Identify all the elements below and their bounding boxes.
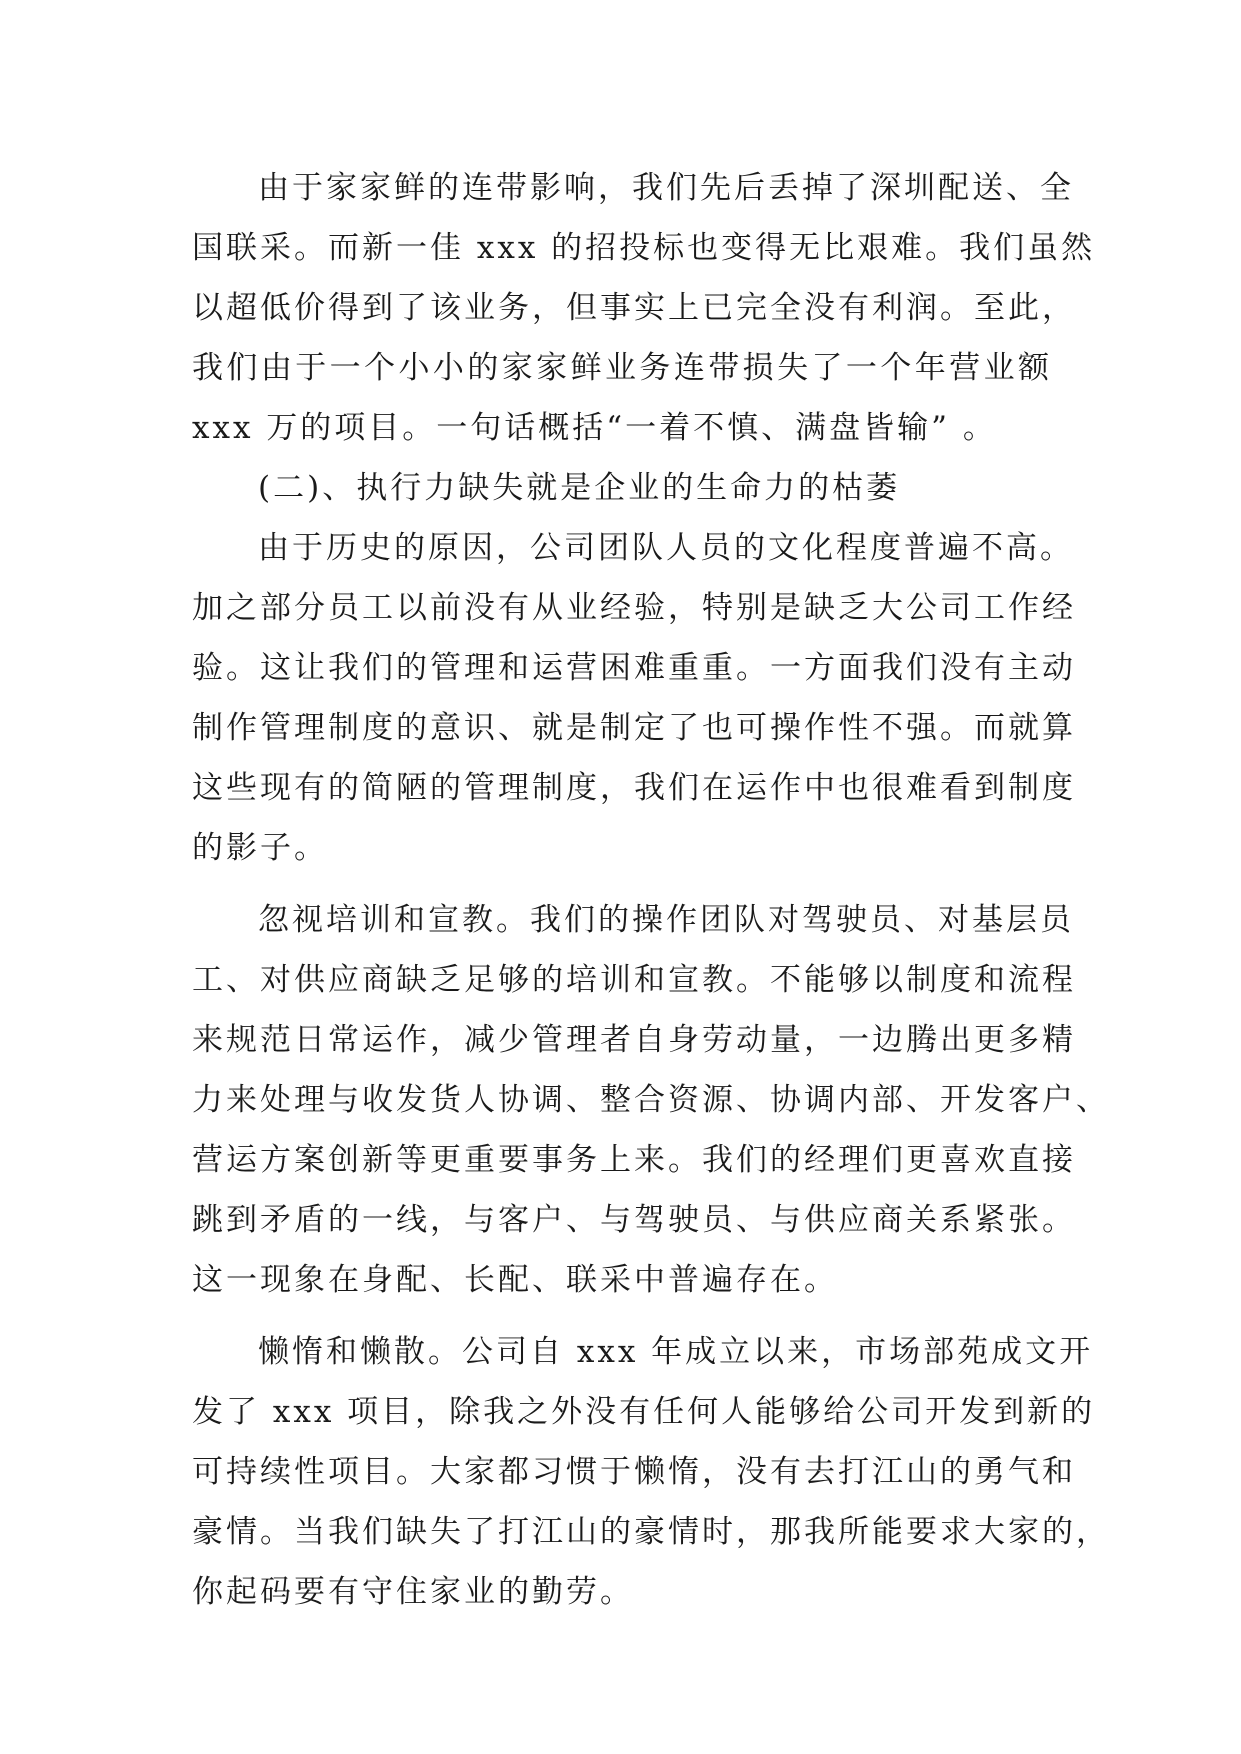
text-line: 的影子。: [192, 830, 328, 866]
section-heading: [192, 458, 1052, 518]
paragraph-spacer: [192, 1310, 1052, 1322]
text-line: 制作管理制度的意识、就是制定了也可操作性不强。而就算: [192, 710, 1076, 746]
text-line: 工、对供应商缺乏足够的培训和宣教。不能够以制度和流程: [192, 962, 1076, 998]
text-line: 来规范日常运作，减少管理者自身劳动量，一边腾出更多精: [192, 1022, 1076, 1058]
text-line: 力来处理与收发货人协调、整合资源、协调内部、开发客户、: [192, 1082, 1110, 1118]
paragraph-2: [192, 518, 1076, 878]
text-line: 发了 xxx 项目，除我之外没有任何人能够给公司开发到新的: [192, 1394, 1096, 1430]
text-line: 验。这让我们的管理和运营困难重重。一方面我们没有主动: [192, 650, 1076, 686]
paragraph-3: [192, 890, 1110, 1310]
text-line: 这一现象在身配、长配、联采中普遍存在。: [192, 1262, 838, 1298]
document-body: [192, 158, 1110, 1622]
text-line: 你起码要有守住家业的勤劳。: [192, 1574, 634, 1610]
text-line: 国联采。而新一佳 xxx 的招投标也变得无比艰难。我们虽然: [192, 230, 1096, 266]
text-line: 营运方案创新等更重要事务上来。我们的经理们更喜欢直接: [192, 1142, 1076, 1178]
text-line: 可持续性项目。大家都习惯于懒惰，没有去打江山的勇气和: [192, 1454, 1076, 1490]
text-line: 我们由于一个小小的家家鲜业务连带损失了一个年营业额: [192, 350, 1052, 386]
text-line: 忽视培训和宣教。我们的操作团队对驾驶员、对基层员: [258, 902, 1074, 938]
text-line: 这些现有的简陋的管理制度，我们在运作中也很难看到制度: [192, 770, 1076, 806]
text-line: xxx 万的项目。一句话概括“一着不慎、满盘皆输” 。: [192, 410, 997, 446]
paragraph-4: [192, 1322, 1110, 1622]
text-line: 由于历史的原因，公司团队人员的文化程度普遍不高。: [258, 530, 1074, 566]
text-line: 由于家家鲜的连带影响，我们先后丢掉了深圳配送、全: [258, 170, 1074, 206]
text-line: 懒惰和懒散。公司自 xxx 年成立以来，市场部苑成文开: [258, 1334, 1094, 1370]
paragraph-1: [192, 158, 1096, 458]
text-line: 豪情。当我们缺失了打江山的豪情时，那我所能要求大家的，: [192, 1514, 1110, 1550]
paragraph-spacer: [192, 878, 1052, 890]
heading-text: (二)、执行力缺失就是企业的生命力的枯萎: [258, 470, 901, 506]
text-line: 以超低价得到了该业务，但事实上已完全没有利润。至此，: [192, 290, 1076, 326]
text-line: 加之部分员工以前没有从业经验，特别是缺乏大公司工作经: [192, 590, 1076, 626]
text-line: 跳到矛盾的一线，与客户、与驾驶员、与供应商关系紧张。: [192, 1202, 1076, 1238]
